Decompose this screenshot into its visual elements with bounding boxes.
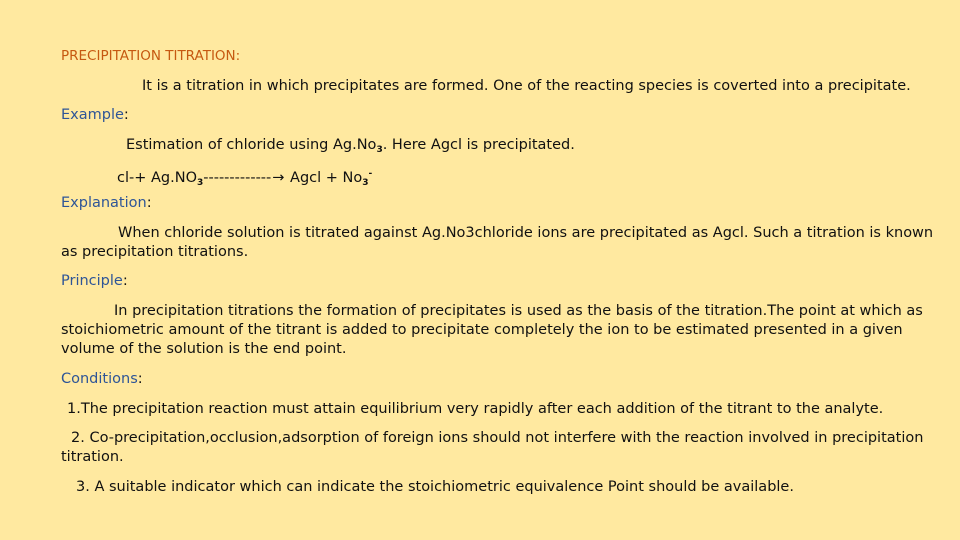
example-colon: : (123, 107, 129, 123)
equation-dashes: ------------- (203, 170, 272, 186)
explanation-colon: : (146, 195, 152, 211)
example-text-b: . Here Agcl is precipitated. (382, 137, 575, 153)
slide-title: PRECIPITATION TITRATION: (61, 48, 241, 64)
conditions-heading (61, 370, 143, 389)
explanation-heading (61, 194, 152, 213)
equation-left-subscript: 3 (196, 178, 204, 188)
principle-colon: : (122, 273, 128, 289)
principle-text: In precipitation titrations the formation of precipitates is used as the basis of the titration.The point at which as stoichiometric amount of the titrant is added to precipitate completely the ion to be estimated presented in a given volume of the solution is the end point. (61, 303, 923, 357)
example-text-a: Estimation of chloride using Ag.No (126, 137, 377, 153)
example-subscript: 3 (376, 145, 383, 155)
example-heading (61, 106, 129, 125)
equation (117, 165, 372, 193)
example-label: Example (61, 107, 124, 123)
explanation-label: Explanation (61, 195, 147, 211)
condition-item: 1.The precipitation reaction must attain equilibrium very rapidly after each addition of the titrant to the analyte. (67, 401, 884, 417)
example-text (126, 136, 575, 160)
right-arrow-icon: → (272, 170, 285, 186)
conditions-label: Conditions (61, 371, 138, 387)
explanation-text: When chloride solution is titrated against Ag.No3chloride ions are precipitated as Agcl. Such a titration is known as precipitation titrations. (61, 225, 934, 260)
condition-item: 3. A suitable indicator which can indicate the stoichiometric equivalence Point should be available. (76, 479, 794, 495)
equation-right-subscript: 3 (362, 178, 369, 188)
definition-text: It is a titration in which precipitates are formed. One of the reacting species is coverted into a precipitate. (142, 78, 911, 94)
principle-label: Principle (61, 273, 123, 289)
equation-right-superscript: - (368, 169, 373, 179)
equation-right: Agcl + No (290, 170, 363, 186)
equation-left: cl-+ Ag.NO (117, 170, 197, 186)
principle-heading (61, 272, 128, 291)
conditions-colon: : (137, 371, 143, 387)
condition-item: 2. Co-precipitation,occlusion,adsorption of foreign ions should not interfere with the reaction involved in precipitation titration. (61, 430, 924, 465)
